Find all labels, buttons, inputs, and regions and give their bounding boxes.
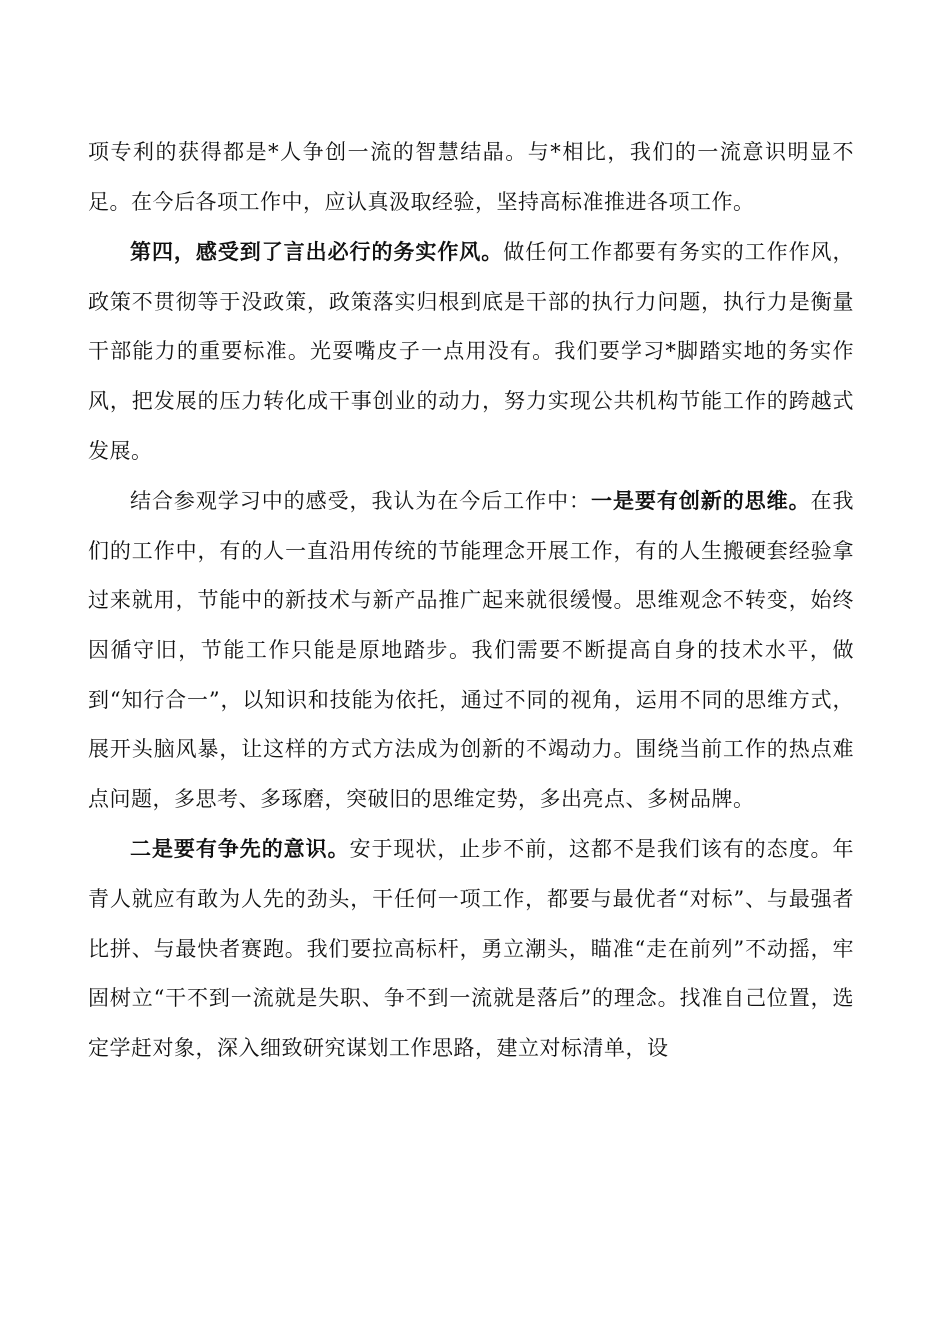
paragraph-second-point [88, 824, 854, 1073]
paragraph-text: 结合参观学习中的感受，我认为在今后工作中： [130, 489, 592, 514]
paragraph-text: 做任何工作都要有务实的工作作风，政策不贯彻等于没政策，政策落实归根到底是干部的执行力问题，执行力是衡量干部能力的重要标准。光耍嘴皮子一点用没有。我们要学习*脚踏实地的务实作风，把发展的压力转化成干事创业的动力，努力实现公共机构节能工作的跨越式发展。 [88, 240, 854, 463]
paragraph-heading: 一是要有创新的思维。 [591, 488, 811, 514]
paragraph-text: 项专利的获得都是*人争创一流的智慧结晶。与*相比，我们的一流意识明显不足。在今后各项工作中，应认真汲取经验，坚持高标准推进各项工作。 [88, 140, 854, 214]
paragraph-heading: 第四，感受到了言出必行的务实作风。 [130, 239, 504, 265]
paragraph-heading: 二是要有争先的意识。 [130, 836, 350, 862]
paragraph-continuation [88, 128, 854, 227]
paragraph-conclusion-first-point [88, 476, 854, 824]
paragraph-text-continued: 在我们的工作中，有的人一直沿用传统的节能理念开展工作，有的人生搬硬套经验拿过来就用，节能中的新技术与新产品推广起来就很缓慢。思维观念不转变，始终因循守旧，节能工作只能是原地踏步。我们需要不断提高自身的技术水平，做到“知行合一”，以知识和技能为依托，通过不同的视角，运用不同的思维方式，展开头脑风暴，让这样的方式方法成为创新的不竭动力。围绕当前工作的热点难点问题，多思考、多琢磨，突破旧的思维定势，多出亮点、多树品牌。 [88, 489, 854, 811]
paragraph-fourth-point [88, 227, 854, 476]
document-page [88, 128, 854, 1073]
paragraph-text: 安于现状，止步不前，这都不是我们该有的态度。年青人就应有敢为人先的劲头，干任何一项工作，都要与最优者“对标”、与最强者比拼、与最快者赛跑。我们要拉高标杆，勇立潮头，瞄准“走在前列”不动摇，牢固树立“干不到一流就是失职、争不到一流就是落后”的理念。找准自己位置，选定学赶对象，深入细致研究谋划工作思路，建立对标清单，设 [88, 837, 854, 1060]
